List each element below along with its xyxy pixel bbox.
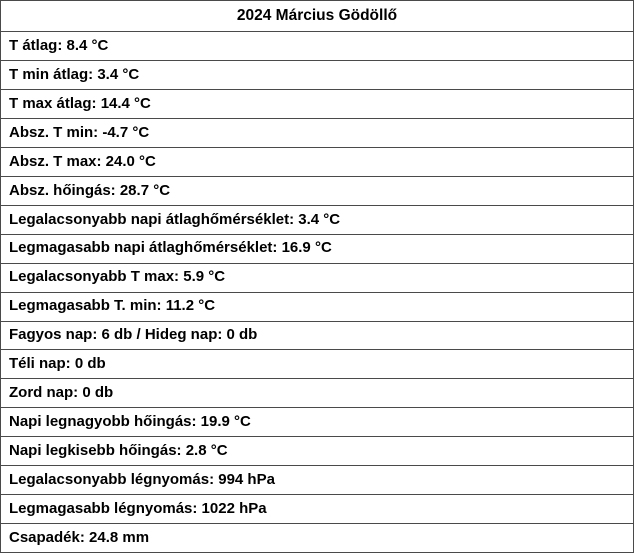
stat-row-teli-nap: Téli nap: 0 db xyxy=(1,350,633,379)
table-row xyxy=(1,524,633,552)
table-title-row xyxy=(1,1,633,32)
table-row xyxy=(1,234,633,263)
stat-row-absz-t-max: Absz. T max: 24.0 °C xyxy=(1,147,633,176)
table-row xyxy=(1,32,633,61)
table-row xyxy=(1,350,633,379)
stat-row-t-min-atlag: T min átlag: 3.4 °C xyxy=(1,61,633,90)
table-row xyxy=(1,466,633,495)
table-row xyxy=(1,408,633,437)
table-row xyxy=(1,263,633,292)
stats-table-body xyxy=(1,1,633,552)
stat-row-t-max-atlag: T max átlag: 14.4 °C xyxy=(1,90,633,119)
stat-row-legmagasabb-t-min: Legmagasabb T. min: 11.2 °C xyxy=(1,292,633,321)
stat-row-napi-legnagyobb-hoingas: Napi legnagyobb hőingás: 19.9 °C xyxy=(1,408,633,437)
table-row xyxy=(1,495,633,524)
table-row xyxy=(1,437,633,466)
table-row xyxy=(1,90,633,119)
stat-row-zord-nap: Zord nap: 0 db xyxy=(1,379,633,408)
stat-row-legmagasabb-legnyomas: Legmagasabb légnyomás: 1022 hPa xyxy=(1,495,633,524)
stat-row-legalacsonyabb-legnyomas: Legalacsonyabb légnyomás: 994 hPa xyxy=(1,466,633,495)
table-row xyxy=(1,292,633,321)
stat-row-legalacsonyabb-t-max: Legalacsonyabb T max: 5.9 °C xyxy=(1,263,633,292)
stat-row-t-atlag: T átlag: 8.4 °C xyxy=(1,32,633,61)
table-row xyxy=(1,61,633,90)
page-title: 2024 Március Gödöllő xyxy=(236,7,398,25)
table-row xyxy=(1,205,633,234)
table-row xyxy=(1,379,633,408)
stat-row-fagyos-hideg-nap: Fagyos nap: 6 db / Hideg nap: 0 db xyxy=(1,321,633,350)
table-row xyxy=(1,118,633,147)
stat-row-legmagasabb-napi-atlag: Legmagasabb napi átlaghőmérséklet: 16.9 °C xyxy=(1,234,633,263)
stat-row-absz-t-min: Absz. T min: -4.7 °C xyxy=(1,118,633,147)
stats-table xyxy=(1,1,633,552)
table-row xyxy=(1,176,633,205)
stat-row-absz-hoingas: Absz. hőingás: 28.7 °C xyxy=(1,176,633,205)
stat-row-napi-legkisebb-hoingas: Napi legkisebb hőingás: 2.8 °C xyxy=(1,437,633,466)
table-row xyxy=(1,321,633,350)
stat-row-csapadek: Csapadék: 24.8 mm xyxy=(1,524,633,552)
table-row xyxy=(1,147,633,176)
stat-row-legalacsonyabb-napi-atlag: Legalacsonyabb napi átlaghőmérséklet: 3.4 °C xyxy=(1,205,633,234)
